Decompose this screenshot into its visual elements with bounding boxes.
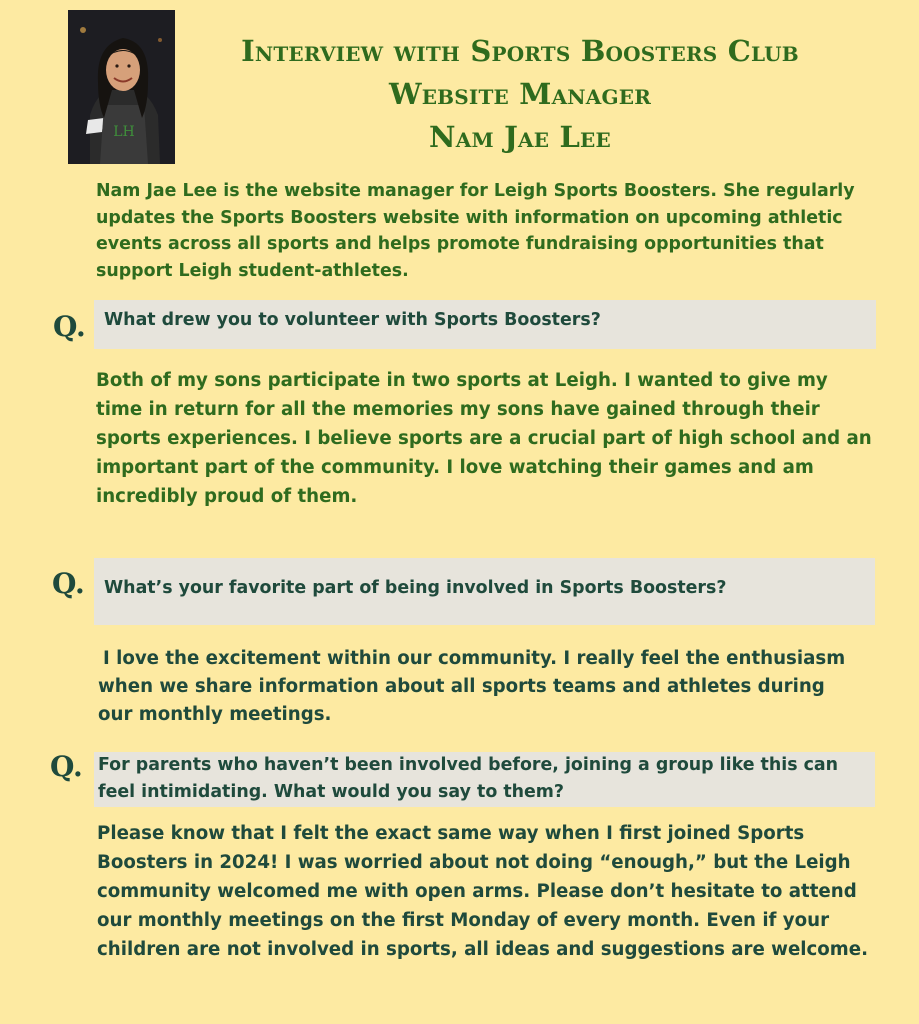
- page-title: [190, 30, 850, 159]
- question-marker: Q.: [50, 750, 83, 783]
- answer-paragraph: Please know that I felt the exact same way when I first joined Sports Boosters in 2024! I was worried about not doing “enough,” but the Leigh community welcomed me with open arms. Please don’t hesitate to attend our monthly meetings on the first Monday of every month. Even if your children are not involved in sports, all ideas and suggestions are welcome.: [97, 823, 868, 960]
- answer-paragraph: I love the excitement within our community. I really feel the enthusiasm when we share information about all sports teams and athletes during our monthly meetings.: [98, 648, 846, 725]
- question-box: [94, 752, 875, 807]
- question-marker: Q.: [53, 310, 86, 343]
- title-line: Nam Jae Lee: [429, 120, 611, 154]
- portrait-photo-icon: [68, 10, 175, 164]
- question-text: What’s your favorite part of being involved in Sports Boosters?: [104, 578, 727, 598]
- question-box: [94, 300, 876, 349]
- title-line: Website Manager: [388, 77, 652, 111]
- title-line: Interview with Sports Boosters Club: [241, 34, 799, 68]
- question-marker: Q.: [52, 567, 85, 600]
- question-text: For parents who haven’t been involved before, joining a group like this can feel intimidating. What would you say to them?: [98, 755, 839, 802]
- svg-text:LH: LH: [113, 124, 135, 140]
- intro-paragraph: Nam Jae Lee is the website manager for Leigh Sports Boosters. She regularly updates the Sports Boosters website with information on upcoming athletic events across all sports and helps promote fundraising opportunities that support Leigh student-athletes.: [96, 181, 855, 281]
- question-text: What drew you to volunteer with Sports Boosters?: [104, 310, 601, 330]
- question-box: [94, 558, 875, 625]
- answer-paragraph: Both of my sons participate in two sports at Leigh. I wanted to give my time in return for all the memories my sons have gained through their sports experiences. I believe sports are a crucial part of high school and an important part of the community. I love watching their games and am incredibly proud of them.: [96, 370, 872, 507]
